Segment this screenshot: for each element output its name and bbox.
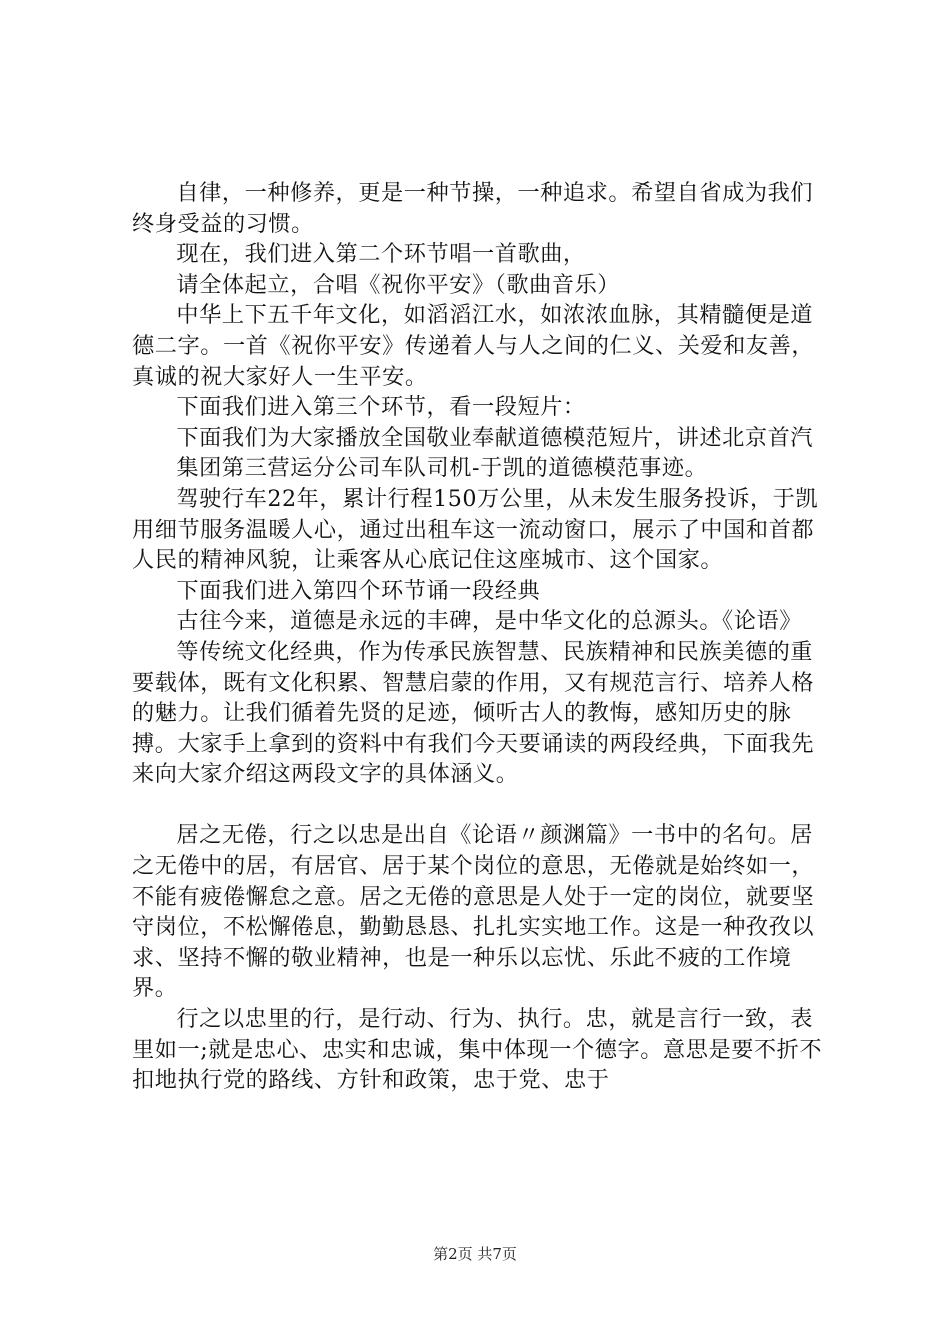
paragraph-xing-zhi-yi-zhong: 行之以忠里的行，是行动、行为、执行。忠，就是言行一致，表里如一;就是忠心、忠实和忠诚，集中体现一个德字。意思是要不折不扣地执行党的路线、方针和政策，忠于党、忠于 <box>132 1006 823 1094</box>
document-body <box>132 178 832 1096</box>
paragraph-sing-together: 请全体起立，合唱《祝你平安》（歌曲音乐） <box>176 271 621 298</box>
paragraph-ju-zhi-wu-juan: 居之无倦，行之以忠是出自《论语〃颜渊篇》一书中的名句。居之无倦中的居，有居官、居于某个岗位的意思，无倦就是始终如一，不能有疲倦懈怠之意。居之无倦的意思是人处于一定的岗位，就要坚守岗位，不松懈倦息，勤勤恳恳、扎扎实实地工作。这是一种孜孜以求、坚持不懈的敬业精神，也是一种乐以忘忧、乐此不疲的工作境界。 <box>132 822 815 1002</box>
paragraph-driving-record: 驾驶行车22年，累计行程150万公里，从未发生服务投诉，于凯用细节服务温暖人心，通过出租车这一流动窗口，展示了中国和首都人民的精神风貌，让乘客从心底记住这座城市、这个国家。 <box>132 485 819 574</box>
page-number-footer: 第2页 共7页 <box>433 1245 517 1263</box>
paragraph-driver-story: 集团第三营运分公司车队司机-于凯的道德模范事迹。 <box>176 455 708 482</box>
paragraph-third-section: 下面我们进入第三个环节，看一段短片： <box>176 394 586 421</box>
paragraph-chinese-culture: 中华上下五千年文化，如滔滔江水，如浓浓血脉，其精髓便是道德二字。一首《祝你平安》传递着人与人之间的仁义、关爱和友善，真诚的祝大家好人一生平安。 <box>132 302 815 390</box>
paragraph-classics: 等传统文化经典，作为传承民族智慧、民族精神和民族美德的重要载体，既有文化积累、智慧启蒙的作用，又有规范言行、培养人格的魅力。让我们循着先贤的足迹，倾听古人的教悔，感知历史的脉搏。大家手上拿到的资料中有我们今天要诵读的两段经典，下面我先来向大家介绍这两段文字的具体涵义。 <box>132 638 815 788</box>
paragraph-self-discipline: 自律，一种修养，更是一种节操，一种追求。希望自省成为我们终身受益的习惯。 <box>132 180 814 237</box>
paragraph-morality-monument: 古往今来，道德是永远的丰碑，是中华文化的总源头。《论语》 <box>176 608 802 635</box>
paragraph-fourth-section: 下面我们进入第四个环节诵一段经典 <box>176 577 541 604</box>
paragraph-play-video: 下面我们为大家播放全国敬业奉献道德模范短片，讲述北京首汽 <box>176 424 814 451</box>
paragraph-second-section: 现在，我们进入第二个环节唱一首歌曲， <box>176 241 586 268</box>
